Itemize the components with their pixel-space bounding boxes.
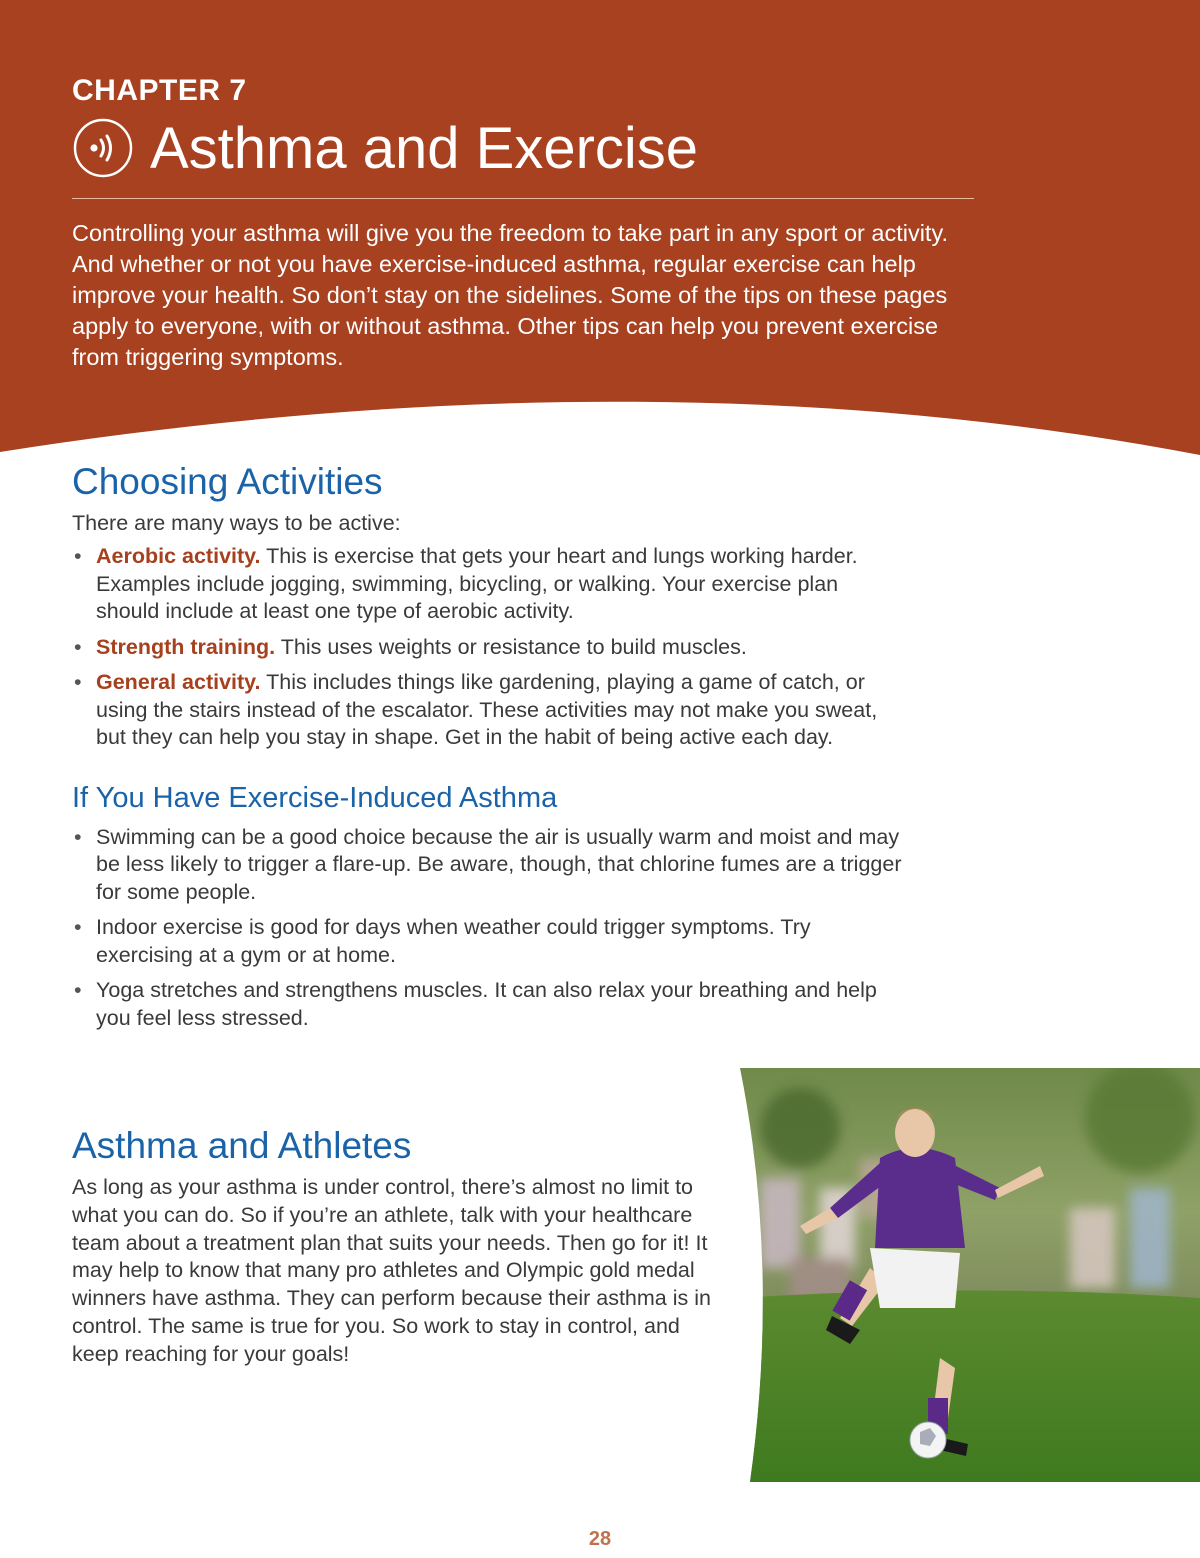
eia-tips-list xyxy=(72,824,902,1033)
main-content xyxy=(72,458,902,1040)
chapter-label: CHAPTER 7 xyxy=(72,74,247,107)
athletes-paragraph: As long as your asthma is under control, there’s almost no limit to what you can do. So if you’re an athlete, talk with your healthcare team about a treatment plan that suits your needs. Then go for it! It may help to know that many pro athletes and Olympic gold medal winners have asthma. They can perform because their asthma is in control. The same is true for you. So work to stay in control, and keep reaching for your goals! xyxy=(72,1175,711,1366)
sound-wave-icon xyxy=(72,117,134,179)
intro-paragraph: Controlling your asthma will give you the freedom to take part in any sport or activity. And whether or not you have exercise-induced asthma, regular exercise can help improve your health. So don’t stay on the sidelines. Some of the tips on these pages apply to everyone, with or without asthma. Other tips can help you prevent exercise from triggering symptoms. xyxy=(72,220,948,370)
list-item xyxy=(72,669,902,752)
activity-list xyxy=(72,543,902,752)
list-item-text: This is exercise that gets your heart and lungs working harder. Examples include jogging, swimming, bicycling, or walking. Your exercise plan should include at least one type of aerobic activity. xyxy=(96,544,858,623)
list-item-term: Aerobic activity. xyxy=(96,544,261,568)
page-number: 28 xyxy=(588,1528,612,1550)
list-item: • Yoga stretches and strengthens muscles. It can also relax your breathing and help you feel less stressed. xyxy=(72,977,902,1032)
header-divider xyxy=(72,198,974,199)
page-title: Asthma and Exercise xyxy=(150,115,699,181)
list-item: • Swimming can be a good choice because the air is usually warm and moist and may be less likely to trigger a flare-up. Be aware, though, that chlorine fumes are a trigger for some people. xyxy=(72,824,902,907)
choosing-lead: There are many ways to be active: xyxy=(72,511,401,535)
list-item-text: This uses weights or resistance to build muscles. xyxy=(275,634,747,659)
list-item-term: Strength training. xyxy=(96,634,276,659)
section-heading-choosing-activities: Choosing Activities xyxy=(72,461,383,502)
list-item xyxy=(72,543,902,626)
athletes-section xyxy=(72,1122,732,1369)
chapter-header xyxy=(0,0,1200,460)
list-item-term: General activity. xyxy=(96,670,261,694)
list-item-text: This includes things like gardening, playing a game of catch, or using the stairs instead of the escalator. These activities may not make you sweat, but they can help you stay in shape. Get in the habit of being active each day. xyxy=(96,670,878,749)
list-item xyxy=(72,634,902,662)
section-heading-asthma-and-athletes: Asthma and Athletes xyxy=(72,1125,412,1166)
chapter-title-row xyxy=(72,112,698,184)
soccer-player-photo xyxy=(740,1068,1200,1482)
subheading-exercise-induced-asthma: If You Have Exercise-Induced Asthma xyxy=(72,781,558,814)
list-item: • Indoor exercise is good for days when weather could trigger symptoms. Try exercising at a gym or at home. xyxy=(72,914,902,969)
